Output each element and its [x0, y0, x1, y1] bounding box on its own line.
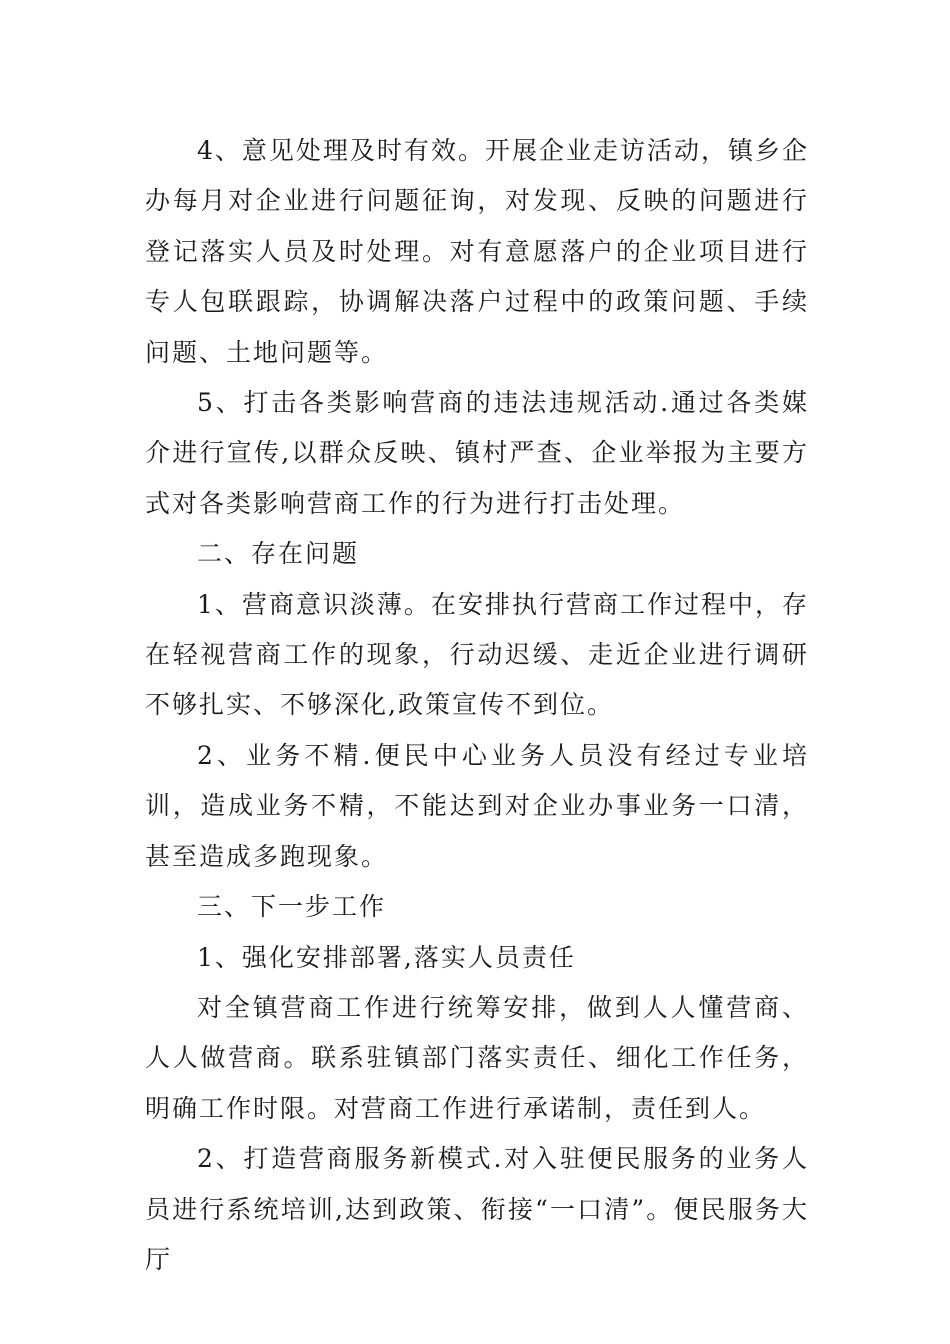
paragraph-poor-skills: 2、业务不精.便民中心业务人员没有经过专业培训，造成业务不精，不能达到对企业办事业务一口清，甚至造成多跑现象。 [145, 740, 809, 871]
section-heading-next-steps: 三、下一步工作 [197, 892, 387, 922]
paragraph-weak-awareness: 1、营商意识淡薄。在安排执行营商工作过程中，存在轻视营商工作的现象，行动迟缓、走近企业进行调研不够扎实、不够深化,政策宣传不到位。 [145, 589, 809, 720]
paragraph-opinion-handling: 4、意见处理及时有效。开展企业走访活动，镇乡企办每月对企业进行问题征询，对发现、反映的问题进行登记落实人员及时处理。对有意愿落户的企业项目进行专人包联跟踪，协调解决落户过程中的政策问题、手续问题、土地问题等。 [145, 136, 809, 367]
paragraph-new-service-model: 2、打造营商服务新模式.对入驻便民服务的业务人员进行系统培训,达到政策、衔接“一口清”。便民服务大厅 [145, 1144, 809, 1274]
subheading-strengthen-deployment: 1、强化安排部署,落实人员责任 [197, 942, 576, 972]
section-heading-problems: 二、存在问题 [197, 539, 360, 569]
paragraph-overall-planning: 对全镇营商工作进行统筹安排，做到人人懂营商、人人做营商。联系驻镇部门落实责任、细化工作任务，明确工作时限。对营商工作进行承诺制，责任到人。 [145, 992, 809, 1123]
paragraph-crackdown: 5、打击各类影响营商的违法违规活动.通过各类媒介进行宣传,以群众反映、镇村严查、企业举报为主要方式对各类影响营商工作的行为进行打击处理。 [145, 388, 809, 518]
document-body [145, 126, 809, 1285]
